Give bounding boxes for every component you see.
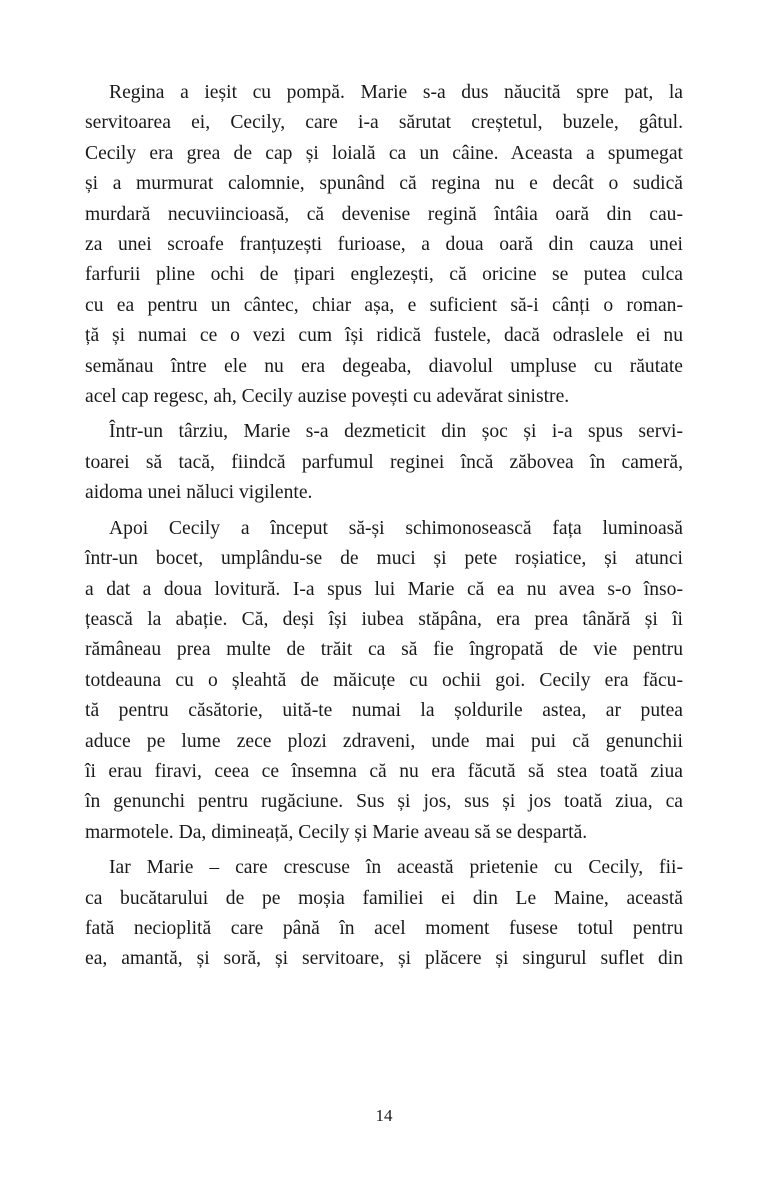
text-line: Cecily era grea de cap și loială ca un câine. Aceasta a spumegat <box>85 142 683 164</box>
text-line: Iar Marie – care crescuse în această prietenie cu Cecily, fii- <box>109 857 683 879</box>
text-line: rămâneau prea multe de trăit ca să fie îngropată de vie pentru <box>85 639 683 661</box>
page-number: 14 <box>375 1106 393 1125</box>
paragraph <box>85 514 683 848</box>
text-line: Regina a ieșit cu pompă. Marie s-a dus năucită spre pat, la <box>109 82 683 103</box>
text-line: toarei să tacă, fiindcă parfumul reginei încă zăbovea în cameră, <box>85 451 683 473</box>
text-line: țească la abație. Că, deși își iubea stăpâna, era prea tânără și îi <box>85 608 683 630</box>
text-line: în genunchi pentru rugăciune. Sus și jos, sus și jos toată ziua, ca <box>85 791 683 813</box>
text-line: aduce pe lume zece plozi zdraveni, unde mai pui că genunchii <box>85 730 683 752</box>
text-line: za unei scroafe franțuzești furioase, a doua oară din cauza unei <box>85 234 683 256</box>
text-line: îi erau firavi, ceea ce însemna că nu era făcută să stea toată ziua <box>85 760 683 782</box>
text-line: ea, amantă, și soră, și servitoare, și plăcere și singurul suflet din <box>85 948 683 970</box>
text-line: și a murmurat calomnie, spunând că regina nu e decât o sudică <box>85 173 683 195</box>
text-line: servitoarea ei, Cecily, care i-a sărutat creștetul, buzele, gâtul. <box>85 112 683 134</box>
paragraph <box>85 78 683 412</box>
text-line: tă pentru căsătorie, uită-te numai la șoldurile astea, ar putea <box>85 700 683 722</box>
text-line: într-un bocet, umplându-se de muci și pete roșiatice, și atunci <box>85 548 683 570</box>
paragraph <box>85 417 683 508</box>
text-line: murdară necuviincioasă, că devenise regină întâia oară din cau- <box>85 203 683 225</box>
text-line: a dat a doua lovitură. I-a spus lui Marie că ea nu avea s-o înso- <box>85 578 683 600</box>
text-line: totdeauna cu o șleahtă de măicuțe cu ochii goi. Cecily era făcu- <box>85 669 683 691</box>
text-line: ca bucătarului de pe moșia familiei ei din Le Maine, această <box>85 887 683 909</box>
text-line: marmotele. Da, dimineață, Cecily și Marie aveau să se despartă. <box>85 821 588 843</box>
text-line: cu ea pentru un cântec, chiar așa, e suficient să-i cânți o roman- <box>85 294 683 316</box>
text-line: fată necioplită care până în acel moment fusese totul pentru <box>85 917 683 939</box>
text-line: aidoma unei năluci vigilente. <box>85 482 313 504</box>
page-body <box>85 78 683 980</box>
text-line: farfurii pline ochi de țipari englezești, că oricine se putea culca <box>85 264 683 286</box>
text-line: Într-un târziu, Marie s-a dezmeticit din șoc și i-a spus servi- <box>109 421 683 443</box>
text-line: acel cap regesc, ah, Cecily auzise povești cu adevărat sinistre. <box>85 386 570 408</box>
text-line: semănau între ele nu era degeaba, diavolul umpluse cu răutate <box>85 355 683 377</box>
paragraph <box>85 853 683 975</box>
text-line: Apoi Cecily a început să-și schimonosească fața luminoasă <box>109 517 683 539</box>
text-line: ță și numai ce o vezi cum își ridică fustele, dacă odraslele ei nu <box>85 325 683 347</box>
